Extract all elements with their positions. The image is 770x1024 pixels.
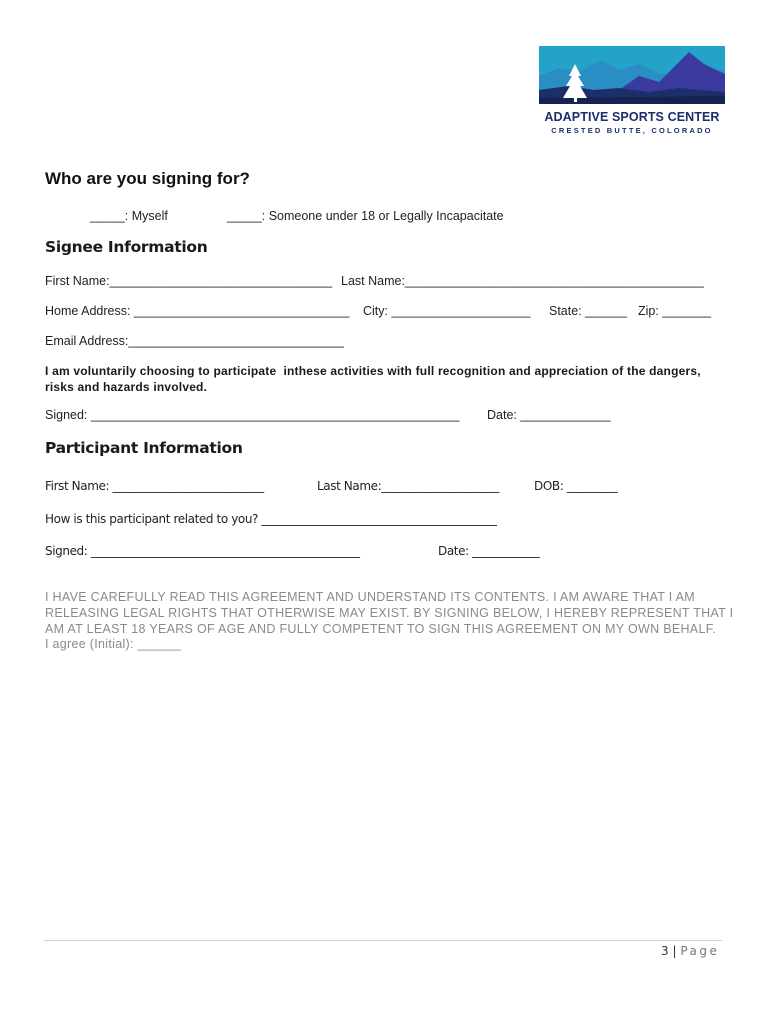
state-field[interactable]: State: ______ [549,304,627,318]
city-field[interactable]: City: ____________________ [363,304,531,318]
adaptive-sports-center-logo [539,46,725,138]
participant-dob-field[interactable]: DOB: _________ [534,479,618,493]
zip-field[interactable]: Zip: _______ [638,304,711,318]
page-separator: | [672,944,677,958]
signee-date-field[interactable]: Date: _____________ [487,408,611,422]
footer-divider [44,940,722,941]
option-someone-under-18[interactable]: _____: Someone under 18 or Legally Incapacitate [227,209,504,223]
logo-subtitle: CRESTED BUTTE, COLORADO [551,126,713,135]
signee-information-heading: Signee Information [45,238,208,256]
signee-first-name-field[interactable]: First Name:________________________________ [45,274,333,288]
participant-last-name-field[interactable]: Last Name:_____________________ [317,479,499,493]
page-number: 3 [661,944,669,958]
signee-last-name-field[interactable]: Last Name:___________________________________________ [341,274,704,288]
participant-date-field[interactable]: Date: ____________ [438,544,540,558]
email-address-field[interactable]: Email Address:_______________________________ [45,334,344,348]
home-address-field[interactable]: Home Address: _______________________________ [45,304,350,318]
agree-initial-field[interactable]: I agree (Initial): ______ [45,637,182,651]
participant-first-name-field[interactable]: First Name: ___________________________ [45,479,264,493]
participation-statement-line-2: risks and hazards involved. [45,380,208,394]
mountain-logo-icon [539,46,725,104]
participant-relation-field[interactable]: How is this participant related to you? __________________________________________ [45,512,497,526]
participant-information-heading: Participant Information [45,439,243,457]
participant-signature-field[interactable]: Signed: ________________________________________________ [45,544,360,558]
option-myself[interactable]: _____: Myself [90,209,168,223]
page-footer [661,944,719,958]
signing-for-title: Who are you signing for? [45,169,250,188]
agreement-text: I HAVE CAREFULLY READ THIS AGREEMENT AND UNDERSTAND ITS CONTENTS. I AM AWARE THAT I AM RELEASING LEGAL RIGHTS THAT OTHERWISE MAY EXIST. BY SIGNING BELOW, I HEREBY REPRESENT THAT I AM AT LEAST 18 YEARS OF AGE AND FULLY COMPETENT TO SIGN THIS AGREEMENT ON MY OWN BEHALF. [45,590,734,636]
logo-title: ADAPTIVE SPORTS CENTER [544,110,720,124]
page-label: Page [680,944,720,958]
participation-statement-line-1: I am voluntarily choosing to participate inthese activities with full recognition and appreciation of the dangers, [45,364,701,378]
signee-signature-field[interactable]: Signed: _____________________________________________________ [45,408,460,422]
